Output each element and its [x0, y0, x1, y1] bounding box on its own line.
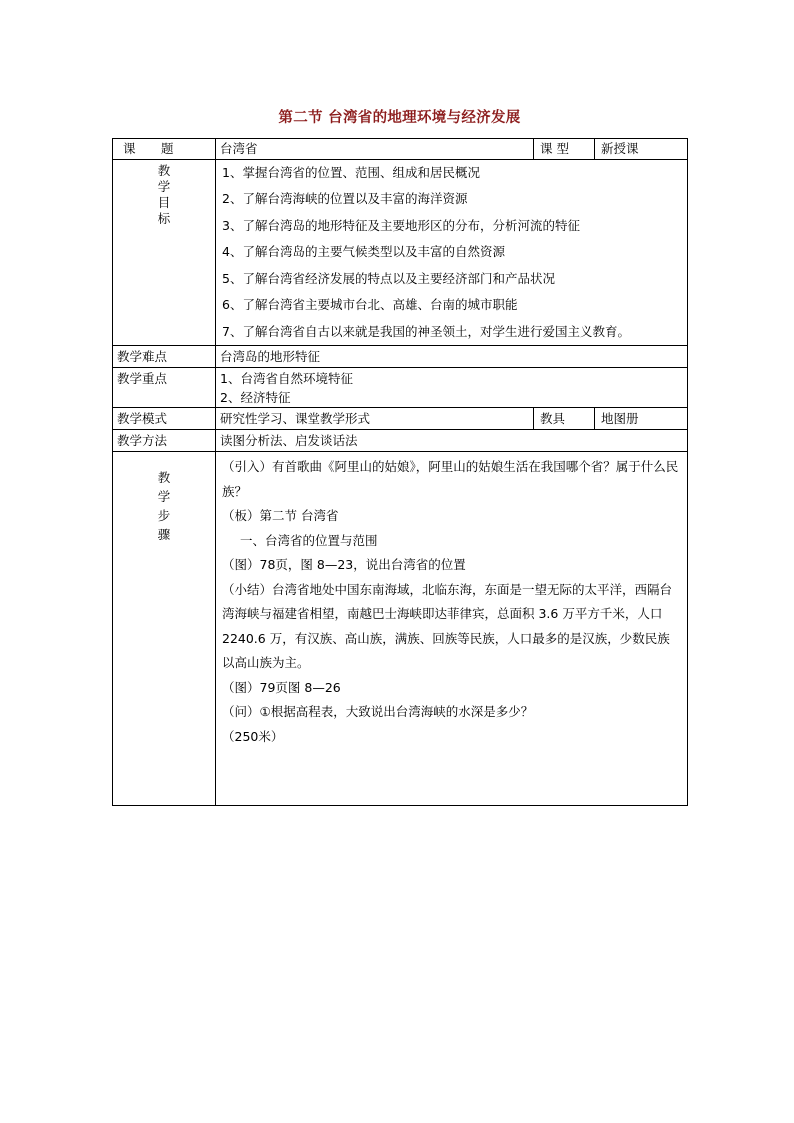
course-value: 台湾省: [216, 139, 534, 160]
tools-value: 地图册: [595, 408, 688, 430]
difficulty-label: 教学难点: [113, 346, 216, 368]
step-paragraph: （小结）台湾省地处中国东南海域，北临东海，东面是一望无际的太平洋，西隔台湾海峡与福建省相望，南越巴士海峡即达菲律宾，总面积 3.6 万平方千米，人口 2240.6 万，有汉族、高山族，满族、回族等民族，人口最多的是汉族，少数民族以高山族为主。: [222, 581, 673, 670]
course-type-value: 新授课: [595, 139, 688, 160]
steps-label: 教 学 步 骤: [113, 452, 216, 806]
objective-item: 4、了解台湾岛的主要气候类型以及丰富的自然资源: [222, 244, 505, 260]
objectives-label: 教 学 目 标: [113, 160, 216, 346]
focus-list: [216, 368, 688, 408]
mode-value: 研究性学习、课堂教学形式: [216, 408, 534, 430]
objectives-row: [113, 160, 688, 346]
method-value: 读图分析法、启发谈话法: [216, 430, 688, 452]
objective-item: 6、了解台湾省主要城市台北、高雄、台南的城市职能: [222, 297, 518, 313]
step-heading: 一、台湾省的位置与范围: [240, 532, 378, 548]
course-row: [113, 139, 688, 160]
tools-label: 教具: [534, 408, 595, 430]
focus-item: 1、台湾省自然环境特征: [220, 370, 353, 386]
objective-item: 3、了解台湾岛的地形特征及主要地形区的分布，分析河流的特征: [222, 217, 580, 233]
mode-row: [113, 408, 688, 430]
objective-item: 7、了解台湾省自古以来就是我国的神圣领土，对学生进行爱国主义教育。: [222, 323, 630, 339]
step-paragraph: （图）79页图 8—26: [222, 679, 341, 695]
focus-label: 教学重点: [113, 368, 216, 408]
step-paragraph: （图）78页，图 8—23，说出台湾省的位置: [222, 557, 466, 572]
objectives-list: [216, 160, 688, 346]
focus-row: [113, 368, 688, 408]
method-row: [113, 430, 688, 452]
step-paragraph: （引入）有首歌曲《阿里山的姑娘》，阿里山的姑娘生活在我国哪个省？属于什么民族？: [222, 459, 679, 499]
step-paragraph: （250米）: [222, 728, 284, 744]
steps-row: [113, 452, 688, 806]
objective-item: 1、掌握台湾省的位置、范围、组成和居民概况: [222, 165, 480, 181]
difficulty-value: 台湾岛的地形特征: [216, 346, 688, 368]
lesson-plan-table: [112, 138, 688, 806]
difficulty-row: [113, 346, 688, 368]
objective-item: 2、了解台湾海峡的位置以及丰富的海洋资源: [222, 191, 468, 207]
page-title: 第二节 台湾省的地理环境与经济发展: [278, 109, 521, 126]
method-label: 教学方法: [113, 430, 216, 452]
course-type-label: 课 型: [534, 139, 595, 160]
objective-item: 5、了解台湾省经济发展的特点以及主要经济部门和产品状况: [222, 270, 555, 286]
step-paragraph: （板）第二节 台湾省: [222, 508, 339, 523]
mode-label: 教学模式: [113, 408, 216, 430]
step-paragraph: （问）①根据高程表，大致说出台湾海峡的水深是多少？: [222, 704, 534, 719]
steps-content: [216, 452, 688, 806]
course-label: 课 题: [113, 139, 216, 160]
focus-item: 2、经济特征: [220, 389, 291, 405]
